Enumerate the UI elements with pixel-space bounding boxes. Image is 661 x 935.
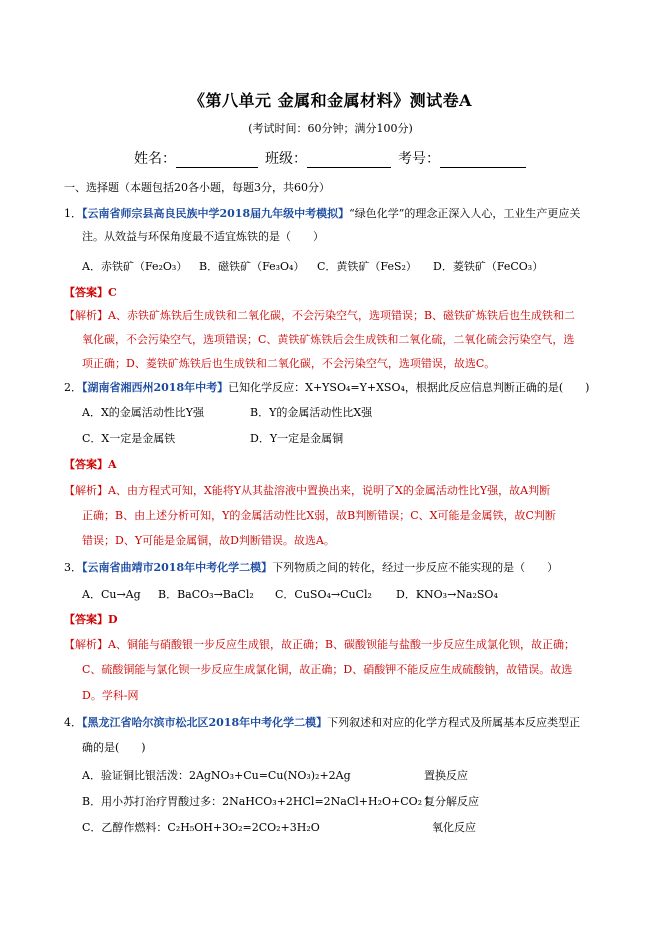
class-label: 班级： xyxy=(265,151,307,167)
question-4-option-c: C．乙醇作燃料：C₂H₅OH+3O₂=2CO₂+3H₂O xyxy=(82,821,320,834)
question-3-explanation-3: D。学科-网 xyxy=(82,689,139,702)
question-2-option-c: C．X一定是金属铁 xyxy=(82,432,176,445)
name-blank[interactable] xyxy=(176,153,258,168)
question-number: 1． xyxy=(64,207,82,220)
question-3-line-1 xyxy=(64,561,558,575)
name-label: 姓名： xyxy=(134,151,176,167)
question-4-option-b-type: 复分解反应 xyxy=(424,795,479,808)
question-3-explanation-2: C、硫酸铜能与氯化钡一步反应生成氯化铜，故正确；D、硝酸钾不能反应生成硫酸钠，故错误。故选 xyxy=(82,663,573,676)
question-3-option-a: A．Cu→Ag xyxy=(82,588,141,601)
class-field[interactable] xyxy=(265,148,391,168)
name-field[interactable] xyxy=(134,148,258,168)
number-blank[interactable] xyxy=(440,153,526,168)
question-4-line-2: 确的是( ) xyxy=(82,741,146,754)
question-1-answer: 【答案】C xyxy=(64,286,117,299)
question-source: 【湖南省湘西州2018年中考】 xyxy=(82,381,229,394)
question-4-option-c-type: 氧化反应 xyxy=(432,821,476,834)
question-2-option-a: A．X的金属活动性比Y强 xyxy=(82,406,205,419)
question-4-option-a-type: 置换反应 xyxy=(424,769,468,782)
question-2-answer: 【答案】A xyxy=(64,458,117,471)
question-number: 3． xyxy=(64,561,82,574)
question-4-line-1 xyxy=(64,716,580,730)
exam-subtitle: (考试时间：60分钟；满分100分) xyxy=(248,122,413,135)
question-2-line-1 xyxy=(64,381,589,395)
question-3-answer: 【答案】D xyxy=(64,613,118,626)
question-3-explanation-1: 【解析】A、铜能与硝酸银一步反应生成银，故正确；B、碳酸钡能与盐酸一步反应生成氯化钡，故正确； xyxy=(64,638,576,651)
number-field[interactable] xyxy=(398,148,526,168)
question-text: 下列物质之间的转化，经过一步反应不能实现的是（ ） xyxy=(272,561,559,574)
question-1-option-c: C．黄铁矿（FeS₂） xyxy=(317,260,417,273)
question-4-option-b: B．用小苏打治疗胃酸过多：2NaHCO₃+2HCl=2NaCl+H₂O+CO₂↑ xyxy=(82,795,432,808)
question-1-option-b: B．磁铁矿（Fe₃O₄） xyxy=(199,260,305,273)
question-source: 【黑龙江省哈尔滨市松北区2018年中考化学二模】 xyxy=(82,716,328,729)
question-text: “绿色化学”的理念正深入人心，工业生产更应关 xyxy=(349,207,581,220)
question-number: 2． xyxy=(64,381,82,394)
question-2-explanation-2: 正确；B、由上述分析可知，Y的金属活动性比X弱，故B判断错误；C、X可能是金属铁，故C判断 xyxy=(82,509,556,522)
question-4-option-a: A．验证铜比银活泼：2AgNO₃+Cu=Cu(NO₃)₂+2Ag xyxy=(82,769,351,782)
question-1-line-2: 注。从效益与环保角度最不适宜炼铁的是（ ） xyxy=(82,230,324,243)
class-blank[interactable] xyxy=(307,153,391,168)
question-3-option-b: B．BaCO₃→BaCl₂ xyxy=(158,588,254,601)
question-2-option-b: B．Y的金属活动性比X强 xyxy=(250,406,373,419)
question-text: 已知化学反应：X+YSO₄=Y+XSO₄，根据此反应信息判断正确的是( ) xyxy=(228,381,590,394)
question-1-option-d: D．菱铁矿（FeCO₃） xyxy=(433,260,544,273)
section-heading: 一、选择题（本题包括20各小题，每题3分，共60分） xyxy=(64,181,330,194)
question-2-explanation-3: 错误；D、Y可能是金属铜，故D判断错误。故选A。 xyxy=(82,534,335,547)
question-1-option-a: A．赤铁矿（Fe₂O₃） xyxy=(82,260,188,273)
question-source: 【云南省师宗县高良民族中学2018届九年级中考模拟】 xyxy=(82,207,350,220)
question-1-line-1 xyxy=(64,207,580,221)
question-text: 下列叙述和对应的化学方程式及所属基本反应类型正 xyxy=(327,716,581,729)
question-number: 4． xyxy=(64,716,82,729)
number-label: 考号： xyxy=(398,151,440,167)
question-1-explanation-3: 项正确；D、菱铁矿炼铁后也生成铁和二氧化碳，不会污染空气，选项错误，故选C。 xyxy=(82,357,496,370)
question-3-option-c: C．CuSO₄→CuCl₂ xyxy=(275,588,372,601)
question-2-option-d: D．Y一定是金属铜 xyxy=(250,432,344,445)
question-1-explanation-2: 氧化碳，不会污染空气，选项错误；C、黄铁矿炼铁后会生成铁和二氧化硫，二氧化硫会污染空气，选 xyxy=(82,333,575,346)
question-2-explanation-1: 【解析】A、由方程式可知，X能将Y从其盐溶液中置换出来，说明了X的金属活动性比Y强，故A判断 xyxy=(64,484,551,497)
question-1-explanation-1: 【解析】A、赤铁矿炼铁后生成铁和二氧化碳，不会污染空气，选项错误；B、磁铁矿炼铁后也生成铁和二 xyxy=(64,309,576,322)
page-title: 《第八单元 金属和金属材料》测试卷A xyxy=(189,91,472,110)
question-source: 【云南省曲靖市2018年中考化学二模】 xyxy=(82,561,273,574)
question-3-option-d: D．KNO₃→Na₂SO₄ xyxy=(396,588,498,601)
